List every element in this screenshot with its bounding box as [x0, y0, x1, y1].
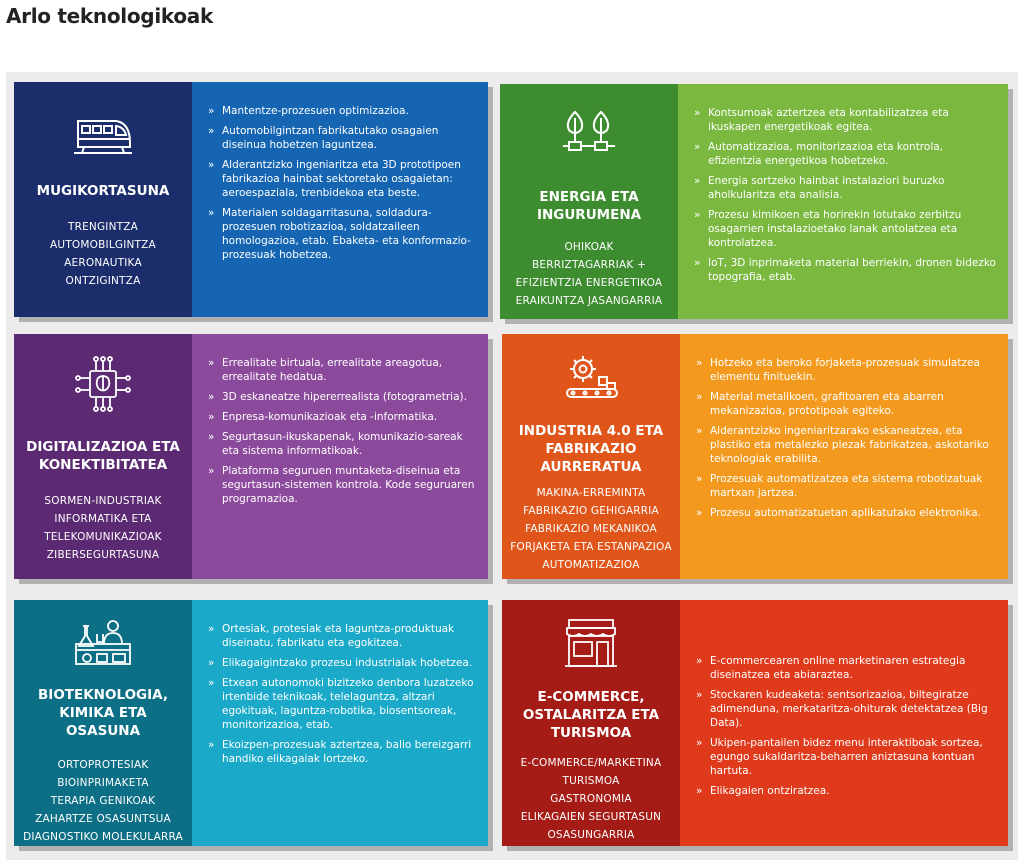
card-item: » Materialen soldagarritasuna, soldadura-prozesuen robotizazioa, soldatzaileen homologazioa, etab. Ebaketa- eta konformazio-prozesuak hobetzea. [208, 206, 476, 262]
card-mugikortasuna [14, 82, 488, 317]
card-header [502, 600, 680, 846]
subsector: ZAHARTZE OSASUNTSUA [35, 813, 171, 825]
card-header [14, 82, 192, 317]
card-body [192, 600, 488, 846]
card-item: » Etxean autonomoki bizitzeko denbora luzatzeko irtenbide teknikoak, telelaguntza, altzari egokituak, laguntza-robotika, biosentsoreak, monitorizazioa, etab. [208, 676, 476, 732]
page-title: Arlo teknologikoak [6, 4, 213, 28]
card-item: » Hotzeko eta beroko forjaketa-prozesuak simulatzea elementu finituekin. [696, 356, 996, 384]
subsector: AERONAUTIKA [64, 257, 142, 269]
card-body [678, 84, 1008, 319]
subsector: TELEKOMUNIKAZIOAK [44, 531, 162, 543]
card-item: » Alderantzizko ingeniaritzarako eskaneatzea, eta plastiko eta metalezko piezak fabrikatzea, askotariko teknologiak erabilita. [696, 424, 996, 466]
card-header [500, 84, 678, 319]
card-item: » Ukipen-pantailen bidez menu interaktiboak sortzea, egungo sukaldaritza-beharren aniztasuna kontuan hartuta. [696, 736, 996, 778]
subsector: OSASUNGARRIA [547, 829, 635, 841]
card-energia-ingurumena [500, 84, 1008, 319]
card-subsectors [50, 218, 156, 290]
card-subsectors [521, 754, 662, 844]
card-item: » Enpresa-komunikazioak eta -informatika. [208, 410, 476, 424]
card-industria [502, 334, 1008, 579]
card-item: » Segurtasun-ikuskapenak, komunikazio-sareak eta sistema informatikoak. [208, 430, 476, 458]
card-title: MUGIKORTASUNA [36, 183, 170, 199]
card-subsectors [23, 756, 183, 846]
card-digitalizazioa [14, 334, 488, 579]
subsector: AUTOMATIZAZIOA [542, 559, 640, 571]
card-item: » 3D eskaneatze hipererrealista (fotogrametria). [208, 390, 476, 404]
card-item: » IoT, 3D inprimaketa material berriekin, dronen bidezko topografia, etab. [694, 256, 996, 284]
card-items [208, 104, 476, 262]
subsector: FABRIKAZIO GEHIGARRIA [523, 505, 659, 517]
card-item: » Automatizazioa, monitorizazioa eta kontrola, efizientzia energetikoa hobetzeko. [694, 140, 996, 168]
card-header [14, 334, 192, 579]
technology-areas-board [6, 72, 1018, 860]
card-subsectors [516, 238, 663, 310]
card-items [208, 356, 476, 506]
card-item: » Stockaren kudeaketa: sentsorizazioa, biltegiratze adimenduna, merkataritza-ohiturak detektatzea (Big Data). [696, 688, 996, 730]
subsector: ELIKAGAIEN SEGURTASUN [520, 811, 662, 823]
card-item: » Prozesuak automatizatzea eta sistema robotizatuak martxan jartzea. [696, 472, 996, 500]
card-item: » Prozesu automatizatuetan aplikatutako elektronika. [696, 506, 996, 520]
gear-conveyor-icon [556, 350, 626, 406]
subsector: ZIBERSEGURTASUNA [46, 549, 160, 561]
card-subsectors [44, 492, 162, 564]
shop-front-icon [556, 616, 626, 672]
subsector: BERRIZTAGARRIAK + [532, 259, 646, 271]
subsector: ONTZIGINTZA [65, 275, 141, 287]
subsector: SORMEN-INDUSTRIAK [44, 495, 162, 507]
subsector: BIOINPRIMAKETA [57, 777, 149, 789]
card-bioteknologia [14, 600, 488, 846]
card-item: » Plataforma seguruen muntaketa-diseinua eta segurtasun-sistemen kontrola. Kode seguruaren programazioa. [208, 464, 476, 506]
card-items [696, 654, 996, 798]
subsector: TURISMOA [562, 775, 620, 787]
subsector: ERAIKUNTZA JASANGARRIA [515, 295, 663, 307]
train-icon [68, 108, 138, 164]
eco-plug-icon [554, 106, 624, 162]
card-header [502, 334, 680, 579]
subsector: FORJAKETA ETA ESTANPAZIOA [510, 541, 672, 553]
card-item: » E-commercearen online marketinaren estrategia diseinatzea eta abiaraztea. [696, 654, 996, 682]
subsector: DIAGNOSTIKO MOLEKULARRA [23, 831, 183, 843]
subsector: OHIKOAK [564, 241, 614, 253]
subsector: E-COMMERCE/MARKETINA [520, 757, 662, 769]
brain-circuit-icon [68, 356, 138, 412]
lab-scientist-icon [68, 616, 138, 670]
subsector: GASTRONOMIA [550, 793, 632, 805]
card-body [192, 334, 488, 579]
card-item: » Energia sortzeko hainbat instalaziori buruzko aholkularitza eta analisia. [694, 174, 996, 202]
subsector: MAKINA-ERREMINTA [536, 487, 646, 499]
card-item: » Mantentze-prozesuen optimizazioa. [208, 104, 476, 118]
card-item: » Prozesu kimikoen eta horirekin lotutako zerbitzu osagarrien instalazioetako lanak antolatzea eta kontrolatzea. [694, 208, 996, 250]
card-title: BIOTEKNOLOGIA, KIMIKA ETA OSASUNA [38, 687, 168, 739]
subsector: EFIZIENTZIA ENERGETIKOA [515, 277, 663, 289]
card-item: » Automobilgintzan fabrikatutako osagaien diseinua hobetzen laguntzea. [208, 124, 476, 152]
subsector: TERAPIA GENIKOAK [50, 795, 156, 807]
card-item: » Elikagaigintzako prozesu industrialak hobetzea. [208, 656, 476, 670]
subsector: TRENGINTZA [67, 221, 139, 233]
card-items [694, 106, 996, 284]
card-item: » Ortesiak, protesiak eta laguntza-produktuak diseinatu, fabrikatu eta egokitzea. [208, 622, 476, 650]
card-items [208, 622, 476, 766]
card-ecommerce [502, 600, 1008, 846]
card-title: INDUSTRIA 4.0 ETA FABRIKAZIO AURRERATUA [518, 423, 664, 475]
card-title: DIGITALIZAZIOA ETA KONEKTIBITATEA [26, 439, 180, 473]
card-title: E-COMMERCE, OSTALARITZA ETA TURISMOA [522, 689, 660, 741]
card-item: » Alderantzizko ingeniaritza eta 3D prototipoen fabrikazioa hainbat sektoretako osagaietan: aeroespaziala, trenbidekoa eta beste. [208, 158, 476, 200]
card-item: » Elikagaien ontziratzea. [696, 784, 996, 798]
card-header [14, 600, 192, 846]
card-title: ENERGIA ETA INGURUMENA [536, 189, 642, 223]
subsector: ORTOPROTESIAK [57, 759, 149, 771]
card-body [192, 82, 488, 317]
card-item: » Material metalikoen, grafitoaren eta abarren mekanizazioa, prototipoak egiteko. [696, 390, 996, 418]
card-item: » Kontsumoak aztertzea eta kontabilizatzea eta ikuskapen energetikoak egitea. [694, 106, 996, 134]
card-body [680, 600, 1008, 846]
card-item: » Errealitate birtuala, errealitate areagotua, errealitate hedatua. [208, 356, 476, 384]
subsector: INFORMATIKA ETA [54, 513, 152, 525]
card-subsectors [510, 484, 671, 574]
card-body [680, 334, 1008, 579]
subsector: AUTOMOBILGINTZA [50, 239, 156, 251]
subsector: FABRIKAZIO MEKANIKOA [525, 523, 657, 535]
card-item: » Ekoizpen-prozesuak aztertzea, balio bereizgarri handiko elikagaiak lortzeko. [208, 738, 476, 766]
card-items [696, 356, 996, 520]
